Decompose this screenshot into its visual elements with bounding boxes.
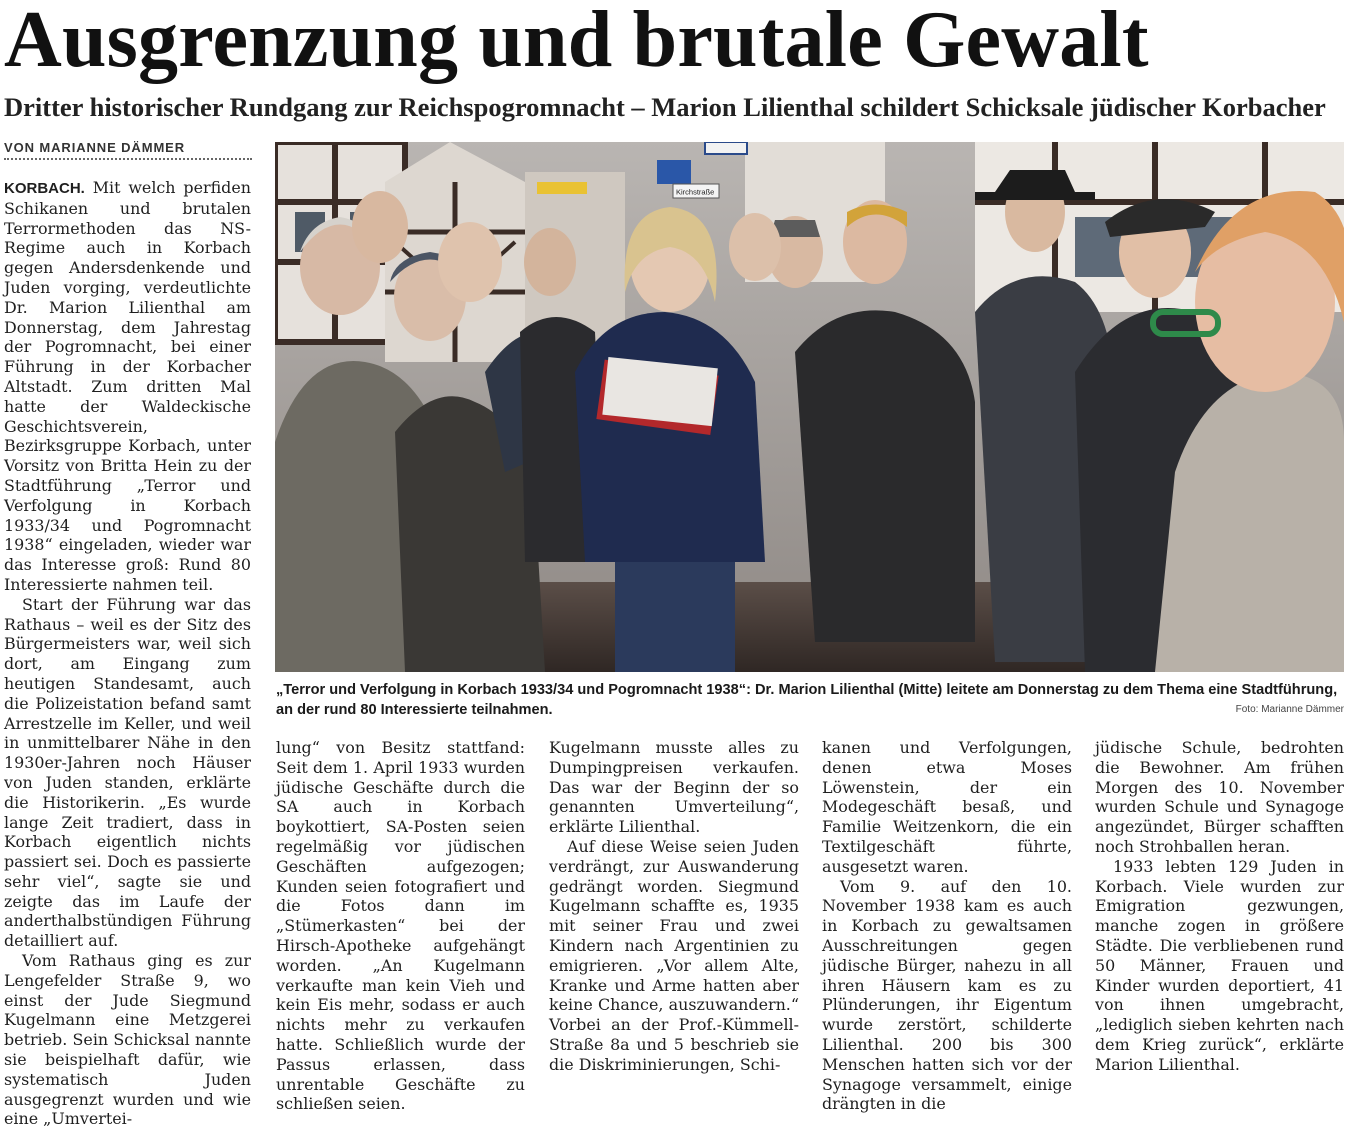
article-column-4 [822,738,1072,1114]
paragraph: lung“ von Besitz stattfand: Seit dem 1. April 1933 wurden jüdische Geschäfte durch die SA auch in Korbach boykottiert, SA-Posten seien regelmäßig vor jüdischen Geschäften aufgezogen; Kunden seien fotografiert und die Fotos dann im „Stümerkasten“ bei der Hirsch-Apotheke aufgehängt worden. „An Kugelmann verkaufte man kein Vieh und kein Eis mehr, sodass er auch nichts mehr zu verkaufen hatte. Schließlich wurde der Passus erlassen, dass unrentable Geschäfte zu schließen seien. [276,738,525,1114]
paragraph: kanen und Verfolgungen, denen etwa Moses Löwenstein, der ein Modegeschäft besaß, und Familie Weitzenkorn, die ein Textilgeschäft führte, ausgesetzt waren. [822,738,1072,876]
street-sign-yellow [537,182,587,194]
paragraph: Kugelmann musste alles zu Dumpingpreisen verkaufen. Das war der Beginn der so genannten Umverteilung“, erklärte Lilienthal. [549,738,799,837]
photo-caption: „Terror und Verfolgung in Korbach 1933/34 und Pogromnacht 1938“: Dr. Marion Lilienthal (Mitte) leitete am Donnerstag zu dem Thema eine Stadtführung, an der rund 80 Interessierte teilnahmen. [276,682,1338,718]
news-photo [275,142,1344,672]
street-sign-arrow [705,142,747,154]
dateline: KORBACH. [4,180,85,197]
street-sign-text: Kirchstraße [676,187,715,197]
street-sign-blue [657,160,691,184]
paragraph: 1933 lebten 129 Juden in Korbach. Viele wurden zur Emigration gezwungen, manche zogen in größere Städte. Die verbliebenen rund 50 Männer, Frauen und Kinder wurden deportiert, 41 von ihnen umgebracht, „lediglich sieben kehrten nach dem Krieg zurück“, erklärte Marion Lilienthal. [1095,856,1344,1074]
article-column-2 [276,738,525,1114]
article-column-3 [549,738,799,1075]
photo-credit: Foto: Marianne Dämmer [1235,704,1344,715]
paragraph [4,178,251,595]
paragraph: Vom 9. auf den 10. November 1938 kam es auch in Korbach zu gewaltsamen Ausschreitungen gegen jüdische Bürger, nahezu in all ihren Häusern kam es zu Plünderungen, ihr Eigentum wurde zerstört, schilderte Lilienthal. 200 bis 300 Menschen hatten sich vor der Synagoge versammelt, einige drängten in die [822,876,1072,1114]
paragraph: Start der Führung war das Rathaus – weil es der Sitz des Bürgermeisters war, weil sich dort, am Eingang zum heutigen Standesamt, auch die Polizeistation befand samt Arrestzelle im Keller, und weil in unmittelbarer Nähe in den 1930er-Jahren noch Häuser von Juden standen, erklärte die Historikerin. „Es wurde lange Zeit tradiert, dass in Korbach eigentlich nichts passiert sei. Doch es passierte sehr viel“, sagte sie und zeigte das im Laufe der anderthalbstündigen Führung detailliert auf. [4,594,251,951]
paragraph: Auf diese Weise seien Juden verdrängt, zur Auswanderung gedrängt worden. Siegmund Kugelmann schaffte es, 1935 mit seiner Frau und zwei Kindern nach Argentinien zu emigrieren. „Vor allem Alte, Kranke und Arme hatten aber keine Chance, auszuwandern.“ Vorbei an der Prof.-Kümmell-Straße 8a und 5 beschrieb sie die Diskriminierungen, Schi- [549,836,799,1074]
headline: Ausgrenzung und brutale Gewalt [4,0,1149,84]
article-column-1 [4,178,251,1129]
subheadline: Dritter historischer Rundgang zur Reichspogromnacht – Marion Lilienthal schildert Schicksale jüdischer Korbacher [4,92,1326,122]
byline: VON MARIANNE DÄMMER [4,140,252,160]
paragraph: jüdische Schule, bedrohten die Bewohner. Am frühen Morgen des 10. November wurden Schule und Synagoge angezündet, Bürger schafften noch Strohballen heran. [1095,738,1344,856]
article-column-5 [1095,738,1344,1075]
paragraph: Vom Rathaus ging es zur Lengefelder Straße 9, wo einst der Jude Siegmund Kugelmann eine Metzgerei betrieb. Sein Schicksal nannte sie beispielhaft dafür, wie systematisch Juden ausgegrenzt wurden und wie eine „Umvertei- [4,951,251,1129]
paragraph-text: Mit welch perfiden Schikanen und brutalen Terrormethoden das NS-Regime auch in Korbach gegen Andersdenkende und Juden vorging, verdeutlichte Dr. Marion Lilienthal am Donnerstag, dem Jahrestag der Pogromnacht, bei einer Führung in der Korbacher Altstadt. Zum dritten Mal hatte der Waldeckische Geschichtsverein, Bezirksgruppe Korbach, unter Vorsitz von Britta Hein zu der Stadtführung „Terror und Verfolgung in Korbach 1933/34 und Pogromnacht 1938“ eingeladen, wieder war das Interesse groß: Rund 80 Interessierte nahmen teil. [4,178,251,594]
